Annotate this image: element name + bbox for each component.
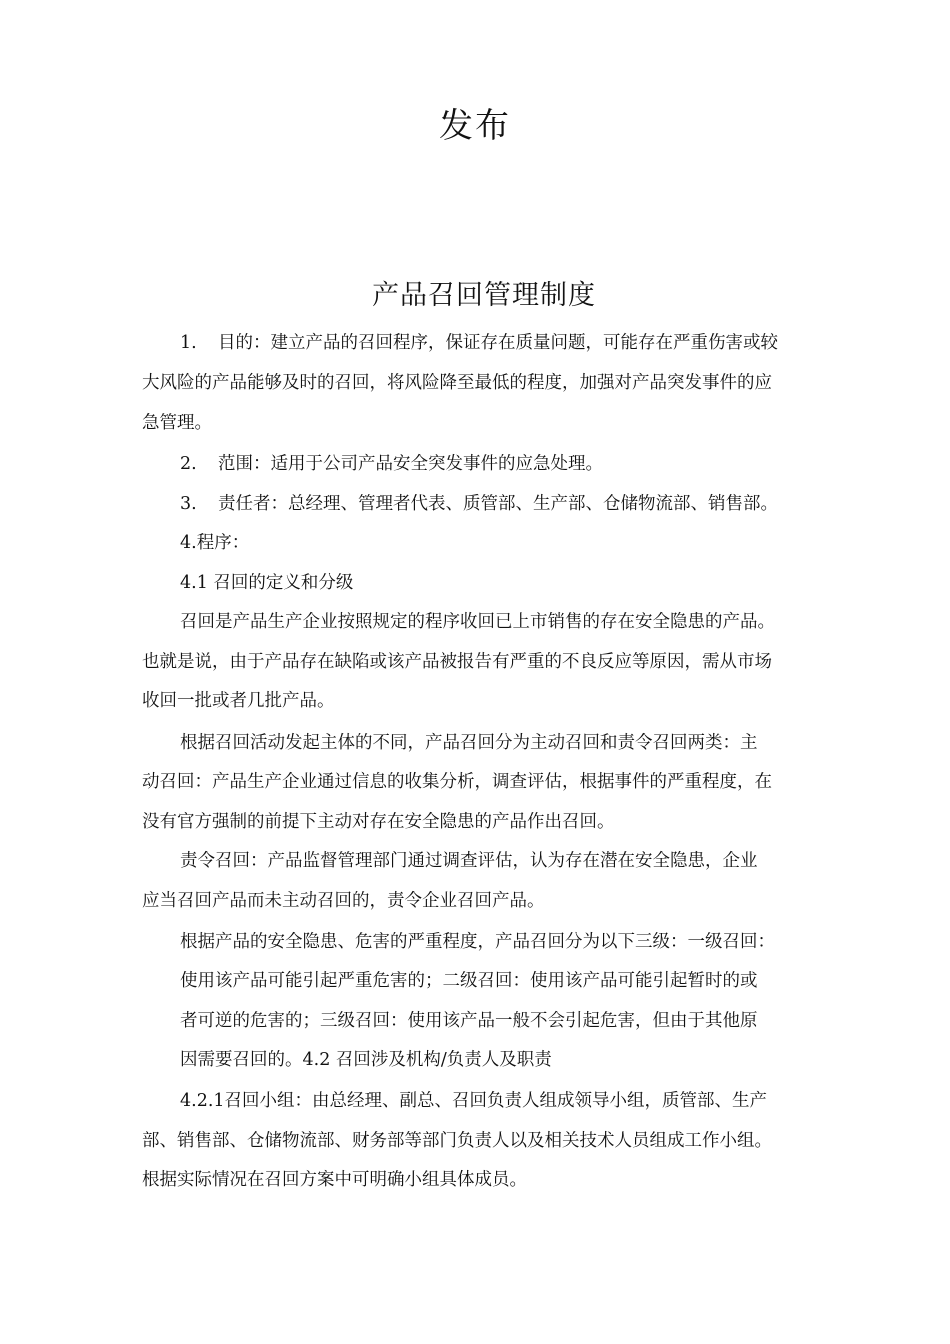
paragraph-line: 4.2.1召回小组：由总经理、副总、召回负责人组成领导小组，质管部、生产	[180, 1091, 768, 1111]
document-title: 产品召回管理制度	[372, 280, 596, 311]
item-number: 1.	[180, 333, 197, 353]
paragraph-line: 3. 责任者：总经理、管理者代表、质管部、生产部、仓储物流部、销售部。	[180, 491, 778, 517]
paragraph-line: 根据召回活动发起主体的不同，产品召回分为主动召回和责令召回两类：主	[180, 733, 758, 753]
paragraph-line: 应当召回产品而未主动召回的，责令企业召回产品。	[142, 891, 545, 911]
page-heading: 发布	[439, 106, 511, 146]
paragraph-line: 召回是产品生产企业按照规定的程序收回已上市销售的存在安全隐患的产品。	[180, 612, 775, 632]
paragraph-line: 急管理。	[142, 413, 212, 433]
section-heading: 4.程序：	[180, 533, 250, 553]
subsection-heading: 4.1 召回的定义和分级	[180, 573, 354, 593]
item-number: 3.	[180, 494, 197, 514]
paragraph-line: 使用该产品可能引起严重危害的；二级召回：使用该产品可能引起暂时的或	[180, 971, 758, 991]
paragraph-line: 1. 目的：建立产品的召回程序，保证存在质量问题，可能存在严重伤害或较	[180, 330, 778, 356]
paragraph-line: 因需要召回的。4.2 召回涉及机构/负责人及职责	[180, 1050, 552, 1070]
paragraph-line: 根据产品的安全隐患、危害的严重程度，产品召回分为以下三级：一级召回：	[180, 932, 775, 952]
paragraph-line: 部、销售部、仓储物流部、财务部等部门负责人以及相关技术人员组成工作小组。	[142, 1131, 772, 1151]
paragraph-line: 也就是说，由于产品存在缺陷或该产品被报告有严重的不良反应等原因，需从市场	[142, 652, 772, 672]
paragraph-line: 动召回：产品生产企业通过信息的收集分析，调查评估，根据事件的严重程度，在	[142, 772, 772, 792]
paragraph-line: 根据实际情况在召回方案中可明确小组具体成员。	[142, 1170, 527, 1190]
item-number: 2.	[180, 454, 197, 474]
paragraph-line: 2. 范围：适用于公司产品安全突发事件的应急处理。	[180, 451, 603, 477]
paragraph-line: 收回一批或者几批产品。	[142, 691, 335, 711]
paragraph-line: 责令召回：产品监督管理部门通过调查评估，认为存在潜在安全隐患，企业	[180, 851, 758, 871]
paragraph-line: 者可逆的危害的；三级召回：使用该产品一般不会引起危害，但由于其他原	[180, 1011, 758, 1031]
paragraph-line: 大风险的产品能够及时的召回，将风险降至最低的程度，加强对产品突发事件的应	[142, 373, 772, 393]
paragraph-line: 没有官方强制的前提下主动对存在安全隐患的产品作出召回。	[142, 812, 615, 832]
